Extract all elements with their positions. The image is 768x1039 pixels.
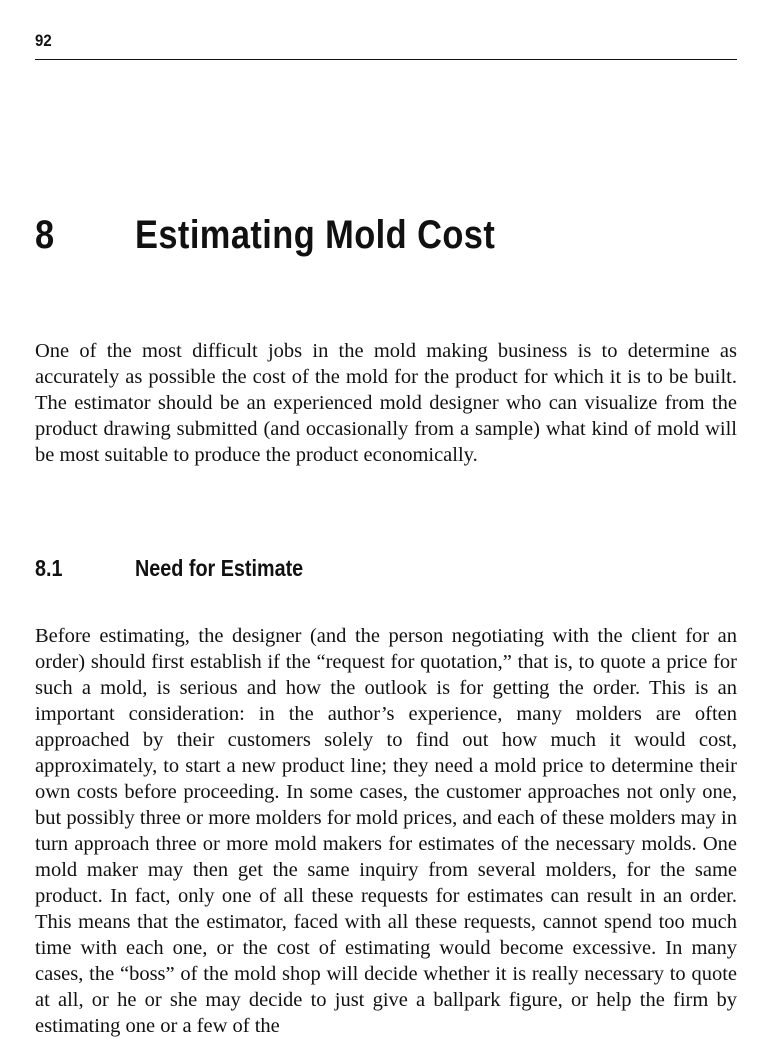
chapter-title: Estimating Mold Cost — [135, 213, 496, 257]
running-header — [35, 31, 737, 60]
intro-paragraph: One of the most difficult jobs in the mold making business is to determine as accurately as possible the cost of the mold for the product for which it is to be built. The estimator should be an experienced mold designer who can visualize from the product drawing submitted (and occasionally from a sample) what kind of mold will be most suitable to produce the product economically. — [35, 340, 737, 466]
chapter-heading — [35, 210, 737, 260]
document-page — [35, 0, 737, 1037]
section-heading — [35, 553, 737, 583]
section-title: Need for Estimate — [135, 555, 304, 581]
section-paragraph: Before estimating, the designer (and the person negotiating with the client for an order) should first establish if the “request for quotation,” that is, to quote a price for such a mold, is serious and how the outlook is for getting the order. This is an important consideration: in the author’s experience, many molders are often approached by their customers solely to find out how much it would cost, approximately, to start a new product line; they need a mold price to determine their own costs before proceeding. In some cases, the customer approaches not only one, but possibly three or more molders for mold prices, and each of these molders may in turn approach three or more mold makers for estimates of the necessary molds. One mold maker may then get the same inquiry from several molders, for the same product. In fact, only one of all these requests for estimates can result in an order. This means that the estimator, faced with all these requests, cannot spend too much time with each one, or the cost of estimating would become excessive. In many cases, the “boss” of the mold shop will decide whether it is really necessary to quote at all, or he or she may decide to just give a ballpark figure, or help the firm by estimating one or a few of the — [35, 625, 737, 1037]
page-number: 92 — [35, 31, 52, 50]
section-number: 8.1 — [35, 555, 63, 581]
chapter-number: 8 — [35, 213, 55, 257]
